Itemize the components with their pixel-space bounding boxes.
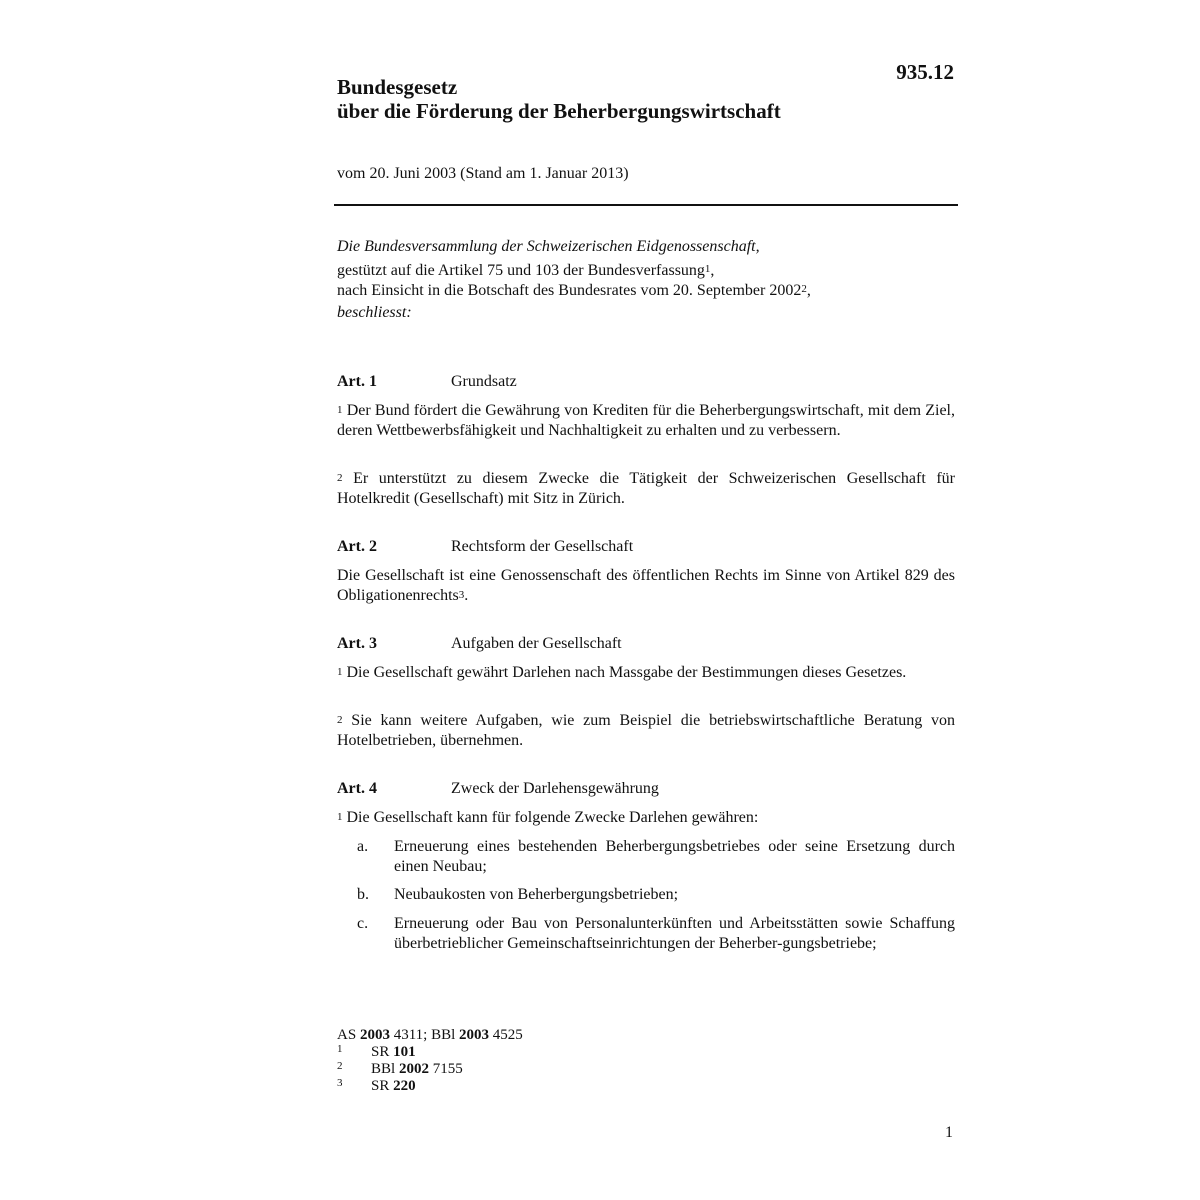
footnote-bold: 2002 [398,1061,429,1077]
sr-number: 935.12 [896,60,954,84]
source-bbl-page: 4525 [492,1027,523,1043]
article-1-paragraph-1 [337,401,955,441]
article-2-heading [337,538,633,556]
title-line-2: über die Förderung der Beherbergungswirtschaft [337,99,781,123]
paragraph-number: 2 [337,714,343,726]
list-item-text: Neubaukosten von Beherbergungsbetrieben; [394,886,679,903]
preamble-message-end: , [806,282,811,299]
article-4-number: Art. 4 [337,780,377,797]
paragraph-end: . [464,587,469,604]
article-3-paragraph-2 [337,711,955,751]
footnote-ref-2[interactable]: 2 [801,283,807,295]
paragraph-text: Die Gesellschaft ist eine Genossenschaft des öffentlichen Rechts im Sinne von Artikel 829 des Obligationenrechts [337,567,955,604]
source-bbl-year: 2003 [459,1027,489,1043]
source-as-page: 4311; [393,1027,428,1043]
footnote-2 [337,1061,523,1078]
title-line-1: Bundesgesetz [337,75,458,99]
source-as-label: AS [337,1027,357,1043]
list-item-c [357,914,955,954]
article-3-title: Aufgaben der Gesellschaft [451,635,622,652]
page-number: 1 [945,1124,953,1141]
footnote-1 [337,1044,523,1061]
list-item-text: Erneuerung eines bestehenden Beherbergungsbetriebes oder seine Ersetzung durch einen Neubau; [394,838,955,875]
article-2-title: Rechtsform der Gesellschaft [451,538,634,555]
paragraph-text: Die Gesellschaft kann für folgende Zwecke Darlehen gewähren: [346,809,759,826]
paragraph-number: 1 [337,666,343,678]
paragraph-text: Der Bund fördert die Gewährung von Krediten für die Beherbergungswirtschaft, mit dem Ziel, deren Wettbewerbsfähigkeit und Nachhaltigkeit zu erhalten und zu verbessern. [337,402,956,439]
footnote-bold: 220 [393,1078,416,1094]
document-page [337,0,957,1200]
footnote-number: 2 [337,1060,343,1072]
header-divider [334,204,958,206]
preamble-message-text: nach Einsicht in die Botschaft des Bundesrates vom 20. September 2002 [337,282,802,299]
list-item-text: Erneuerung oder Bau von Personalunterkünften und Arbeitsstätten sowie Schaffung überbetrieblicher Gemeinschaftseinrichtungen der Beherber-gungsbetriebe; [394,915,955,952]
article-4-title: Zweck der Darlehensgewährung [451,780,659,797]
footnote-number: 1 [337,1043,343,1055]
source-as-year: 2003 [359,1027,390,1043]
article-4-paragraph-1 [337,808,955,828]
source-reference [337,1027,523,1044]
footnote-bold: 101 [393,1044,416,1060]
paragraph-text: Sie kann weitere Aufgaben, wie zum Beispiel die betriebswirtschaftliche Beratung von Hotelbetrieben, übernehmen. [337,712,956,749]
footnote-ref-1[interactable]: 1 [704,263,711,275]
preamble [337,237,957,323]
list-item-letter: c. [357,915,369,932]
preamble-basis-end: , [710,262,715,279]
article-1-number: Art. 1 [337,373,377,390]
preamble-decision: beschliesst: [337,304,412,321]
footnote-suffix: 7155 [432,1061,463,1077]
footnote-prefix: SR [371,1078,390,1094]
preamble-basis-text: gestützt auf die Artikel 75 und 103 der Bundesverfassung [337,262,705,279]
article-1-title: Grundsatz [451,373,517,390]
footnote-text [371,1061,463,1078]
preamble-basis [337,261,957,281]
list-item-a [357,837,955,877]
list-item-letter: b. [357,886,369,903]
article-3-number: Art. 3 [337,635,377,652]
paragraph-text: Er unterstützt zu diesem Zwecke die Tätigkeit der Schweizerischen Gesellschaft für Hotelkredit (Gesellschaft) mit Sitz in Zürich. [337,470,955,507]
footnote-ref-3[interactable]: 3 [458,589,465,601]
footnote-prefix: BBl [371,1061,396,1077]
article-2-number: Art. 2 [337,538,377,555]
paragraph-text: Die Gesellschaft gewährt Darlehen nach Massgabe der Bestimmungen dieses Gesetzes. [346,664,907,681]
footnote-text [371,1044,416,1061]
list-item-b [357,885,955,905]
paragraph-number: 2 [337,472,343,484]
list-item-letter: a. [357,838,369,855]
footnote-text [371,1078,416,1095]
preamble-assembly: Die Bundesversammlung der Schweizerischen Eidgenossenschaft, [337,238,760,255]
paragraph-number: 1 [337,811,343,823]
footnote-prefix: SR [371,1044,390,1060]
article-3-paragraph-1 [337,663,955,683]
document-title [337,75,781,123]
paragraph-number: 1 [337,404,343,416]
article-1-paragraph-2 [337,469,955,509]
article-3-heading [337,635,622,653]
date-line: vom 20. Juni 2003 (Stand am 1. Januar 2013) [337,165,629,182]
article-2-paragraph [337,566,955,606]
preamble-message [337,281,957,301]
source-bbl-label: BBl [431,1027,456,1043]
article-4-heading [337,780,659,798]
footnote-number: 3 [337,1077,343,1089]
footnote-3 [337,1078,523,1095]
footnotes [337,1027,523,1095]
article-1-heading [337,373,517,391]
